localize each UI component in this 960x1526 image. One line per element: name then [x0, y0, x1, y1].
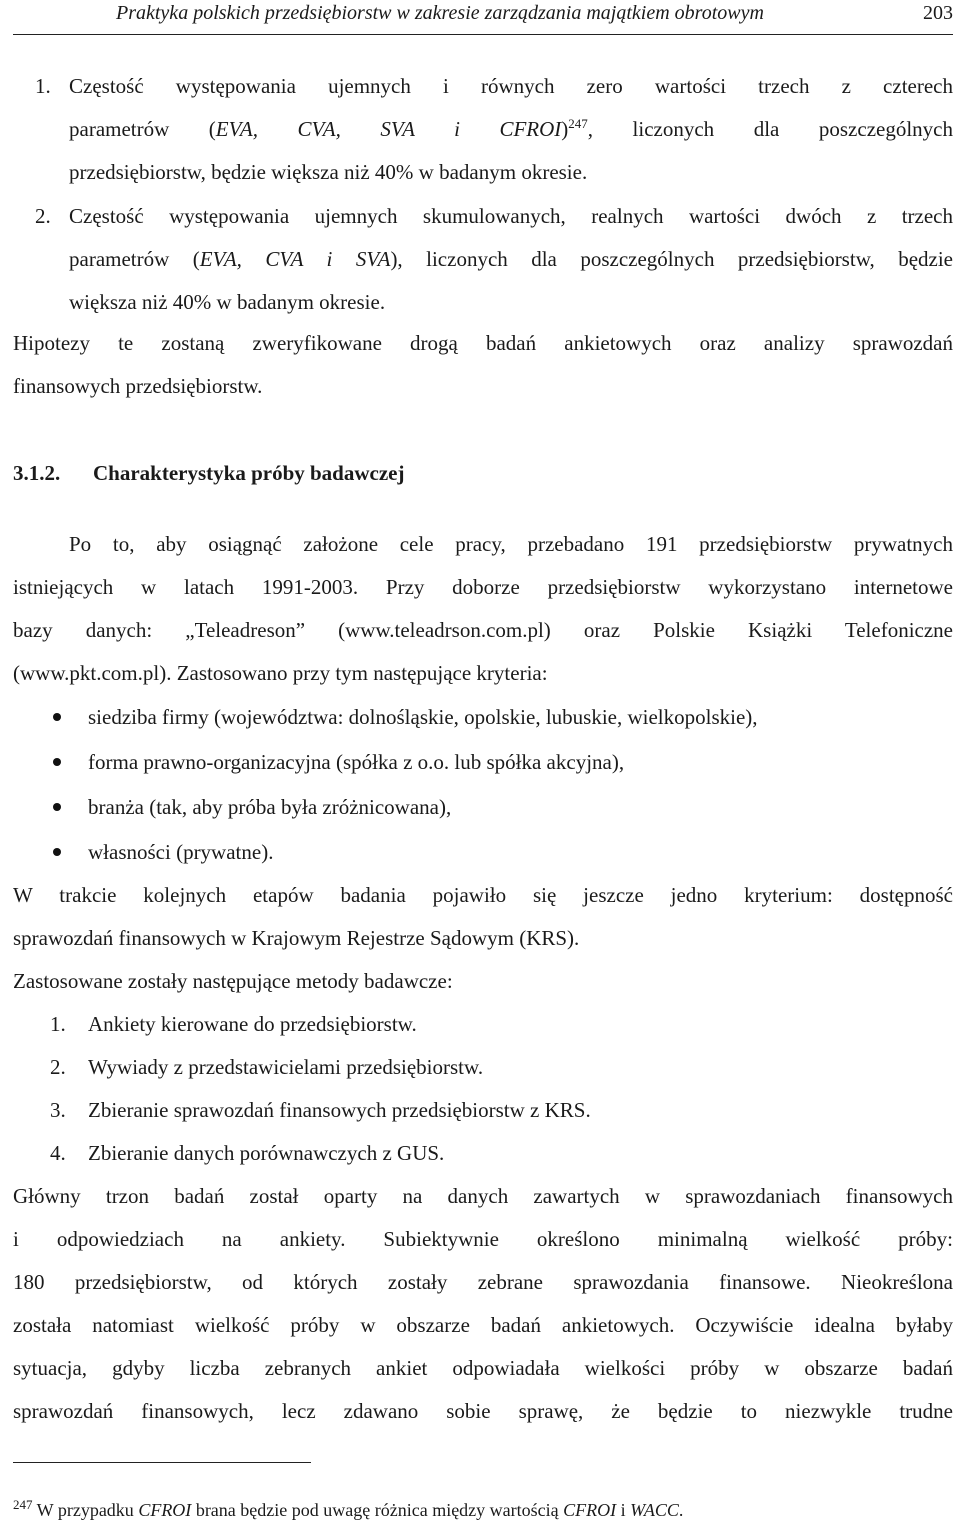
bullet-icon [53, 848, 61, 856]
section-title: Charakterystyka próby badawczej [93, 461, 405, 485]
running-header [13, 0, 953, 26]
hypothesis-2 [13, 195, 953, 324]
verification-paragraph: Hipotezy te zostaną zweryfikowane drogą badań ankietowych oraz analizy sprawozdań finansowych przedsiębiorstw. [13, 331, 953, 398]
method-item: 1. Ankiety kierowane do przedsiębiorstw. [50, 1012, 417, 1036]
criteria-item: siedziba firmy (województwa: dolnośląskie, opolskie, lubuskie, wielkopolskie), [13, 696, 953, 739]
extra-criterion-paragraph: W trakcie kolejnych etapów badania pojawiło się jeszcze jedno kryterium: dostępność sprawozdań finansowych w Krajowym Rejestrze Sądowym (KRS). [13, 883, 953, 950]
method-item: 2. Wywiady z przedstawicielami przedsiębiorstw. [50, 1055, 484, 1079]
header-rule [13, 34, 953, 35]
section-heading [13, 452, 404, 495]
criteria-item: branża (tak, aby próba była zróżnicowana), [13, 786, 953, 829]
criteria-item: forma prawno-organizacyjna (spółka z o.o. lub spółka akcyjna), [13, 741, 953, 784]
hypothesis-1-number: 1. [35, 74, 51, 98]
bullet-icon [53, 803, 61, 811]
method-item: 4. Zbieranie danych porównawczych z GUS. [50, 1141, 445, 1165]
footnote-number: 247 [13, 1497, 33, 1512]
hypothesis-2-number: 2. [35, 204, 51, 228]
criteria-item: własności (prywatne). [13, 831, 953, 874]
bullet-icon [53, 758, 61, 766]
hypothesis-1-line-2: parametrów (EVA, CVA, SVA i CFROI)$^{247}$, liczonych dla poszczególnych [69, 116, 953, 141]
intro-paragraph: Po to, aby osiągnąć założone cele pracy, przebadano 191 przedsiębiorstw prywatnych istniejących w latach 1991-2003. Przy doborze przedsiębiorstw wykorzystano internetowe bazy danych: „Teleadreson” (www.teleadrson.com.pl) oraz Polskie Książki Telefoniczne (www.pkt.com.pl). Zastosowano przy tym następujące kryteria: [13, 532, 953, 685]
hypothesis-2-line-1: Częstość występowania ujemnych skumulowanych, realnych wartości dwóch z trzech [69, 204, 953, 228]
methods-intro: Zastosowane zostały następujące metody badawcze: [13, 969, 453, 993]
running-title: Praktyka polskich przedsiębiorstw w zakresie zarządzania majątkiem obrotowym [116, 2, 764, 24]
footnote-ref: 247 [568, 116, 588, 131]
footnote-rule [13, 1462, 311, 1463]
hypothesis-1 [13, 65, 953, 194]
page-number: 203 [923, 2, 953, 24]
hypothesis-1-line-1: Częstość występowania ujemnych i równych zero wartości trzech z czterech [69, 74, 953, 98]
method-item: 3. Zbieranie sprawozdań finansowych przedsiębiorstw z KRS. [50, 1098, 591, 1122]
section-number: 3.1.2. [13, 461, 61, 485]
hypothesis-2-line-3: większa niż 40% w badanym okresie. [69, 290, 386, 314]
hypothesis-2-line-2: parametrów (EVA, CVA i SVA), liczonych dla poszczególnych przedsiębiorstw, będzie [69, 247, 953, 271]
footnote: $^{247}$ W przypadku CFROI brana będzie pod uwagę różnica między wartością CFROI i WACC. [13, 1497, 684, 1520]
conclusion-paragraph: Główny trzon badań został oparty na danych zawartych w sprawozdaniach finansowych i odpowiedziach na ankiety. Subiektywnie określono minimalną wielkość próby: 180 przedsiębiorstw, od których zostały zebrane sprawozdania finansowe. Nieokreślona została natomiast wielkość próby w obszarze badań ankietowych. Oczywiście idealna byłaby sytuacja, gdyby liczba zebranych ankiet odpowiadała wielkości próby w obszarze badań sprawozdań finansowych, lecz zdawano sobie sprawę, że będzie to niezwykle trudne [13, 1184, 953, 1423]
hypothesis-1-line-3: przedsiębiorstw, będzie większa niż 40% w badanym okresie. [69, 160, 588, 184]
bullet-icon [53, 713, 61, 721]
